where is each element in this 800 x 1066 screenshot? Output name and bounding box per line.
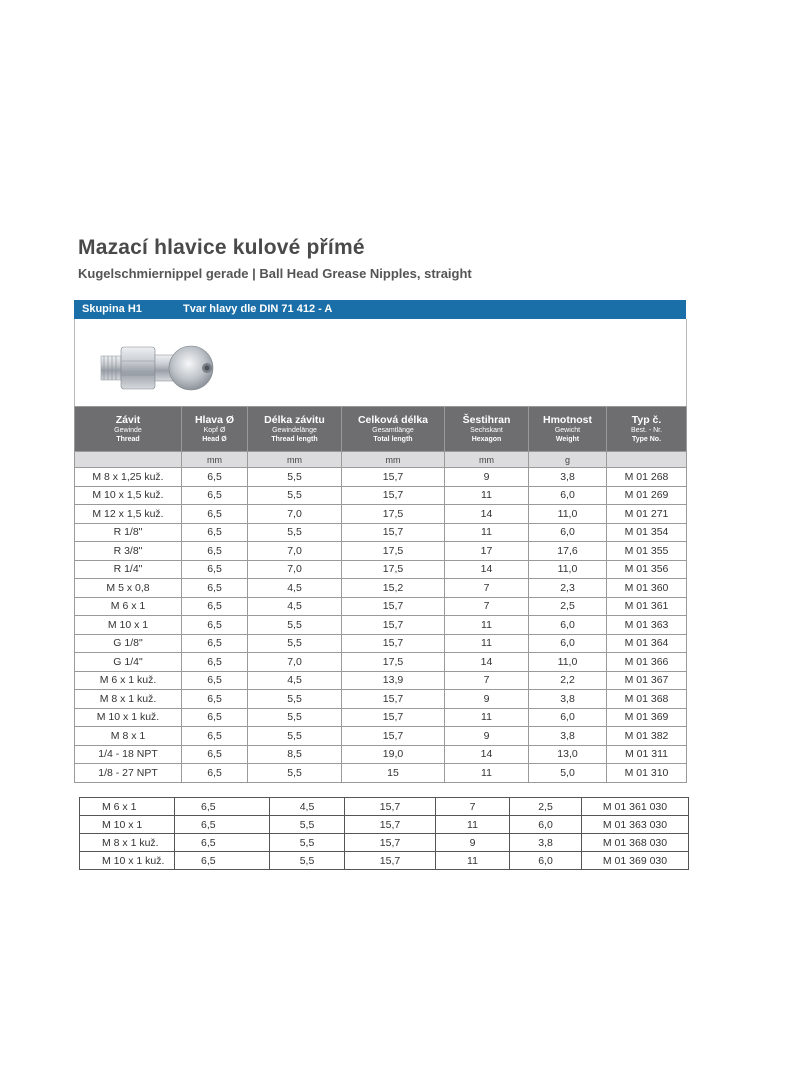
column-header	[529, 407, 607, 452]
table-cell: 6,0	[529, 523, 607, 542]
table-row	[75, 560, 687, 579]
table-cell: 15,7	[342, 486, 445, 505]
table-cell: 6,5	[182, 690, 248, 709]
variant-cell: 2,5	[510, 798, 582, 816]
table-cell: 13,9	[342, 671, 445, 690]
variant-row	[80, 852, 689, 870]
variant-cell: M 6 x 1	[80, 798, 175, 816]
table-cell: G 1/8"	[75, 634, 182, 653]
column-header	[248, 407, 342, 452]
table-cell: 15,7	[342, 616, 445, 635]
variant-cell: 5,5	[270, 834, 345, 852]
page-subtitle: Kugelschmiernippel gerade | Ball Head Grease Nipples, straight	[78, 266, 472, 281]
table-cell: 19,0	[342, 745, 445, 764]
variant-cell: 15,7	[345, 852, 436, 870]
table-cell: 6,5	[182, 468, 248, 487]
head-shape-label: Tvar hlavy dle DIN 71 412 - A	[183, 303, 333, 315]
variant-cell: 3,8	[510, 834, 582, 852]
table-cell: 5,5	[248, 523, 342, 542]
table-row	[75, 634, 687, 653]
unit-cell: mm	[248, 452, 342, 468]
table-cell: 11,0	[529, 560, 607, 579]
table-cell: 6,5	[182, 653, 248, 672]
table-cell: 17,6	[529, 542, 607, 561]
variant-row	[80, 834, 689, 852]
table-cell: M 12 x 1,5 kuž.	[75, 505, 182, 524]
table-cell: 15,7	[342, 468, 445, 487]
table-cell: 17	[445, 542, 529, 561]
header-de-text: Kopf Ø	[203, 427, 226, 434]
unit-cell	[607, 452, 687, 468]
column-header	[342, 407, 445, 452]
variant-cell: M 10 x 1	[80, 816, 175, 834]
table-cell: 7,0	[248, 653, 342, 672]
table-cell: 15,7	[342, 690, 445, 709]
unit-cell	[75, 452, 182, 468]
table-cell: 6,0	[529, 634, 607, 653]
table-cell: 4,5	[248, 671, 342, 690]
table-cell: M 01 310	[607, 764, 687, 783]
table-cell: 7	[445, 671, 529, 690]
table-cell: 2,2	[529, 671, 607, 690]
variant-cell: 6,5	[175, 798, 270, 816]
table-cell: 1/8 - 27 NPT	[75, 764, 182, 783]
table-cell: 14	[445, 560, 529, 579]
variant-cell: M 01 363 030	[582, 816, 689, 834]
header-en-text: Weight	[555, 436, 580, 443]
table-cell: M 8 x 1,25 kuž.	[75, 468, 182, 487]
table-cell: 15,7	[342, 727, 445, 746]
table-cell: M 01 361	[607, 597, 687, 616]
header-en-text: Type No.	[631, 436, 662, 443]
table-cell: 7	[445, 579, 529, 598]
table-row	[75, 745, 687, 764]
table-cell: M 8 x 1	[75, 727, 182, 746]
table-cell: 15,2	[342, 579, 445, 598]
table-row	[75, 671, 687, 690]
table-cell: 9	[445, 727, 529, 746]
table-cell: M 01 366	[607, 653, 687, 672]
group-band	[74, 300, 686, 319]
table-cell: 11	[445, 764, 529, 783]
table-cell: 6,5	[182, 579, 248, 598]
variant-cell: M 01 369 030	[582, 852, 689, 870]
table-cell: 6,0	[529, 486, 607, 505]
table-cell: 11	[445, 634, 529, 653]
table-cell: 7,0	[248, 505, 342, 524]
table-cell: 11,0	[529, 505, 607, 524]
table-cell: 3,8	[529, 690, 607, 709]
table-cell: 6,5	[182, 523, 248, 542]
table-cell: 4,5	[248, 579, 342, 598]
table-cell: 8,5	[248, 745, 342, 764]
table-cell: 5,5	[248, 690, 342, 709]
header-cz-text: Hlava Ø	[194, 414, 235, 426]
table-cell: M 01 369	[607, 708, 687, 727]
table-row	[75, 542, 687, 561]
table-cell: 15	[342, 764, 445, 783]
table-cell: 7,0	[248, 542, 342, 561]
table-cell: 6,5	[182, 486, 248, 505]
header-de-text: Gewicht	[554, 427, 581, 434]
table-cell: 5,5	[248, 486, 342, 505]
header-de-text: Gewindelänge	[272, 427, 317, 434]
table-cell: 7,0	[248, 560, 342, 579]
table-cell: 6,5	[182, 634, 248, 653]
header-en-text: Thread length	[271, 436, 318, 443]
variant-cell: M 01 361 030	[582, 798, 689, 816]
variant-cell: M 10 x 1 kuž.	[80, 852, 175, 870]
column-header	[445, 407, 529, 452]
header-en-text: Head Ø	[202, 436, 227, 443]
table-cell: 5,5	[248, 634, 342, 653]
table-cell: M 01 354	[607, 523, 687, 542]
unit-cell: mm	[182, 452, 248, 468]
header-cz-text: Typ č.	[631, 414, 662, 426]
table-cell: M 01 268	[607, 468, 687, 487]
variant-cell: 6,5	[175, 816, 270, 834]
table-cell: 17,5	[342, 542, 445, 561]
table-cell: 5,5	[248, 727, 342, 746]
variant-cell: 6,5	[175, 834, 270, 852]
unit-cell: g	[529, 452, 607, 468]
table-cell: 5,5	[248, 708, 342, 727]
table-row	[75, 616, 687, 635]
column-header	[607, 407, 687, 452]
table-cell: 17,5	[342, 653, 445, 672]
table-row	[75, 727, 687, 746]
variant-cell: M 01 368 030	[582, 834, 689, 852]
table-row	[75, 764, 687, 783]
variant-cell: 4,5	[270, 798, 345, 816]
table-row	[75, 708, 687, 727]
table-cell: 17,5	[342, 560, 445, 579]
table-cell: M 01 360	[607, 579, 687, 598]
table-row	[75, 597, 687, 616]
table-cell: 14	[445, 505, 529, 524]
header-cz-text: Hmotnost	[543, 414, 592, 426]
header-en-text: Hexagon	[471, 436, 502, 443]
table-cell: 15,7	[342, 523, 445, 542]
column-header	[75, 407, 182, 452]
table-cell: 6,5	[182, 764, 248, 783]
table-cell: 6,5	[182, 542, 248, 561]
table-cell: 1/4 - 18 NPT	[75, 745, 182, 764]
table-cell: 15,7	[342, 708, 445, 727]
table-cell: 5,5	[248, 764, 342, 783]
table-cell: 3,8	[529, 468, 607, 487]
table-cell: 11,0	[529, 653, 607, 672]
variant-cell: 11	[436, 852, 510, 870]
table-cell: M 6 x 1 kuž.	[75, 671, 182, 690]
table-cell: 6,5	[182, 708, 248, 727]
table-cell: M 10 x 1,5 kuž.	[75, 486, 182, 505]
table-cell: M 01 356	[607, 560, 687, 579]
table-cell: 6,5	[182, 597, 248, 616]
table-cell: M 01 311	[607, 745, 687, 764]
variant-table	[79, 797, 689, 870]
header-en-text: Total length	[373, 436, 413, 443]
table-cell: M 01 367	[607, 671, 687, 690]
table-cell: 13,0	[529, 745, 607, 764]
page-title: Mazací hlavice kulové přímé	[78, 236, 365, 259]
table-cell: 14	[445, 653, 529, 672]
table-cell: R 3/8"	[75, 542, 182, 561]
table-cell: 6,0	[529, 708, 607, 727]
table-row	[75, 505, 687, 524]
table-cell: 15,7	[342, 597, 445, 616]
variant-cell: 7	[436, 798, 510, 816]
header-de-text: Best. - Nr.	[630, 427, 663, 434]
variant-cell: 15,7	[345, 798, 436, 816]
table-row	[75, 523, 687, 542]
table-row	[75, 690, 687, 709]
units-row	[75, 452, 687, 468]
table-cell: 11	[445, 616, 529, 635]
header-cz-text: Délka závitu	[264, 414, 325, 426]
table-cell: M 01 364	[607, 634, 687, 653]
table-cell: 6,5	[182, 560, 248, 579]
table-row	[75, 486, 687, 505]
table-cell: M 01 271	[607, 505, 687, 524]
product-image-box	[74, 319, 687, 406]
specification-table	[74, 406, 687, 783]
variant-cell: 9	[436, 834, 510, 852]
variant-cell: 15,7	[345, 834, 436, 852]
variant-row	[80, 798, 689, 816]
table-cell: 5,5	[248, 616, 342, 635]
table-row	[75, 579, 687, 598]
variant-cell: 11	[436, 816, 510, 834]
table-cell: R 1/8"	[75, 523, 182, 542]
grease-nipple-photo	[99, 329, 229, 409]
table-cell: 11	[445, 523, 529, 542]
table-cell: 4,5	[248, 597, 342, 616]
table-cell: 2,5	[529, 597, 607, 616]
variant-cell: 6,0	[510, 852, 582, 870]
table-cell: 5,5	[248, 468, 342, 487]
table-cell: 9	[445, 690, 529, 709]
header-en-text: Thread	[116, 436, 140, 443]
table-cell: 2,3	[529, 579, 607, 598]
table-row	[75, 653, 687, 672]
table-cell: M 01 363	[607, 616, 687, 635]
variant-cell: 5,5	[270, 816, 345, 834]
table-cell: 11	[445, 486, 529, 505]
variant-cell: 5,5	[270, 852, 345, 870]
header-cz-text: Celková délka	[357, 414, 429, 426]
variant-cell: 6,5	[175, 852, 270, 870]
header-de-text: Sechskant	[470, 427, 503, 434]
table-cell: M 10 x 1	[75, 616, 182, 635]
table-cell: M 01 355	[607, 542, 687, 561]
table-cell: 6,5	[182, 745, 248, 764]
table-cell: 7	[445, 597, 529, 616]
table-cell: 5,0	[529, 764, 607, 783]
header-cz-text: Šestihran	[462, 414, 511, 426]
table-cell: 17,5	[342, 505, 445, 524]
table-cell: 15,7	[342, 634, 445, 653]
header-de-text: Gesamtlänge	[372, 427, 414, 434]
table-cell: M 10 x 1 kuž.	[75, 708, 182, 727]
table-cell: 9	[445, 468, 529, 487]
header-cz-text: Závit	[115, 414, 141, 426]
table-row	[75, 468, 687, 487]
table-cell: M 6 x 1	[75, 597, 182, 616]
table-cell: 14	[445, 745, 529, 764]
table-cell: M 8 x 1 kuž.	[75, 690, 182, 709]
group-label: Skupina H1	[82, 303, 142, 315]
table-cell: 6,5	[182, 727, 248, 746]
header-de-text: Gewinde	[114, 427, 142, 434]
table-cell: 6,5	[182, 505, 248, 524]
table-cell: G 1/4"	[75, 653, 182, 672]
table-cell: 11	[445, 708, 529, 727]
variant-cell: 15,7	[345, 816, 436, 834]
variant-cell: 6,0	[510, 816, 582, 834]
header-row	[75, 407, 687, 452]
table-cell: M 5 x 0,8	[75, 579, 182, 598]
table-cell: 3,8	[529, 727, 607, 746]
table-cell: 6,0	[529, 616, 607, 635]
unit-cell: mm	[342, 452, 445, 468]
table-cell: M 01 368	[607, 690, 687, 709]
unit-cell: mm	[445, 452, 529, 468]
table-cell: R 1/4"	[75, 560, 182, 579]
table-cell: 6,5	[182, 616, 248, 635]
table-cell: 6,5	[182, 671, 248, 690]
variant-row	[80, 816, 689, 834]
column-header	[182, 407, 248, 452]
variant-cell: M 8 x 1 kuž.	[80, 834, 175, 852]
table-cell: M 01 382	[607, 727, 687, 746]
table-cell: M 01 269	[607, 486, 687, 505]
